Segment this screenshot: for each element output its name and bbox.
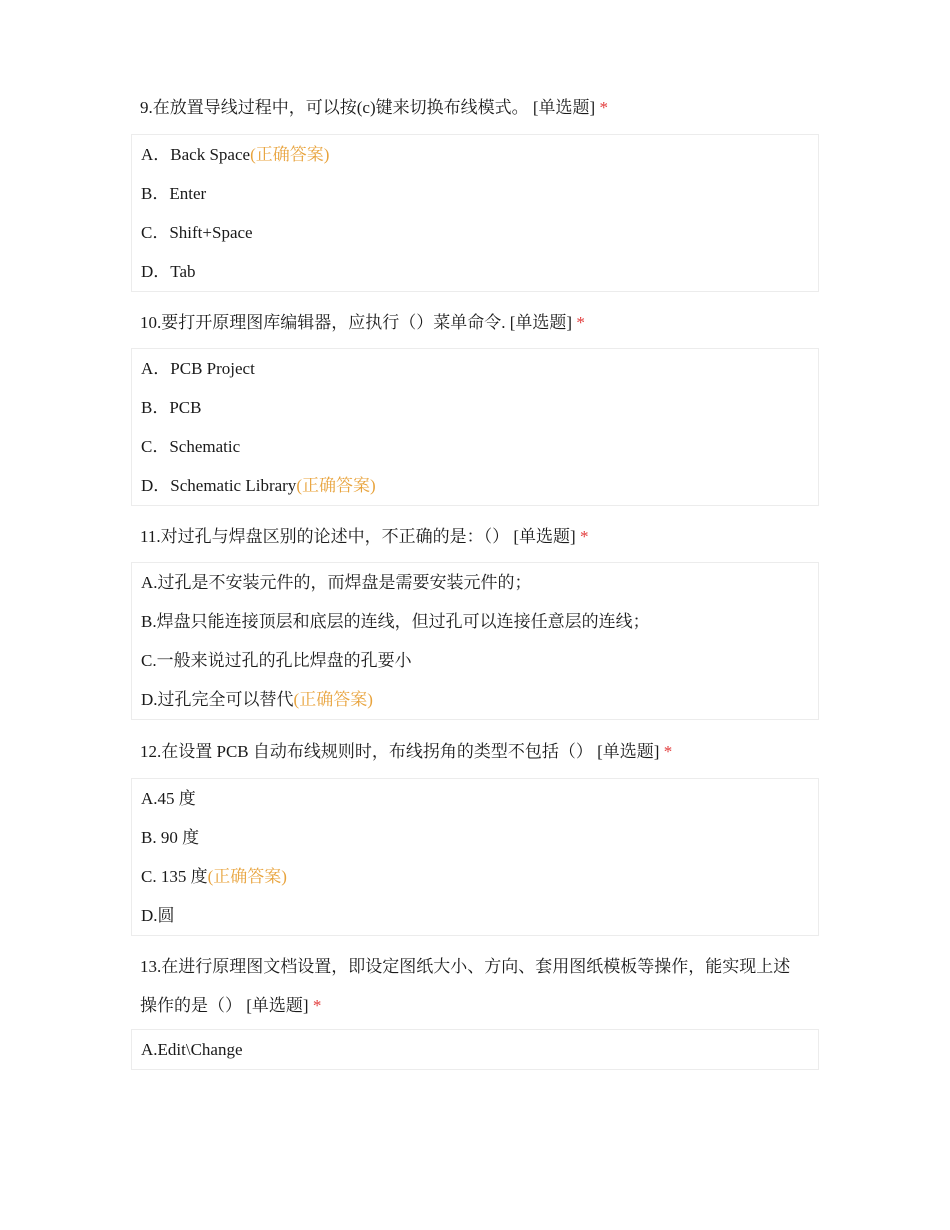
correct-answer-tag: (正确答案) <box>293 690 373 709</box>
option-c[interactable] <box>132 213 818 252</box>
option-label: C. 135 度 <box>141 867 208 886</box>
options-list <box>131 348 819 506</box>
option-label: C．Schematic <box>141 437 241 456</box>
option-label: D．Tab <box>141 262 196 281</box>
option-label: A.过孔是不安装元件的，而焊盘是需要安装元件的； <box>141 573 532 592</box>
option-c[interactable] <box>132 857 818 896</box>
option-a[interactable] <box>132 779 818 818</box>
required-marker: * <box>576 313 585 332</box>
option-label: D.圆 <box>141 906 175 925</box>
question-12 <box>131 732 819 936</box>
option-label: C．Shift+Space <box>141 223 253 242</box>
correct-answer-tag: (正确答案) <box>207 867 287 886</box>
options-list <box>131 134 819 292</box>
option-a[interactable] <box>132 349 818 388</box>
question-9 <box>131 88 819 292</box>
question-text: 11.对过孔与焊盘区别的论述中，不正确的是：（） [单选题] <box>140 527 576 546</box>
question-title <box>131 303 819 342</box>
question-text: 13.在进行原理图文档设置，即设定图纸大小、方向、套用图纸模板等操作，能实现上述操作的是（） [单选题] <box>140 957 791 1015</box>
option-label: A．PCB Project <box>141 359 255 378</box>
option-d[interactable] <box>132 896 818 935</box>
question-title <box>131 88 819 127</box>
question-text: 10.要打开原理图库编辑器，应执行（）菜单命令. [单选题] <box>140 313 573 332</box>
option-d[interactable] <box>132 466 818 505</box>
options-list <box>131 1029 819 1070</box>
option-a[interactable] <box>132 1030 818 1069</box>
option-b[interactable] <box>132 818 818 857</box>
option-label: A．Back Space <box>141 145 251 164</box>
required-marker: * <box>312 996 322 1015</box>
correct-answer-tag: (正确答案) <box>296 476 376 495</box>
option-a[interactable] <box>132 135 818 174</box>
option-b[interactable] <box>132 174 818 213</box>
option-c[interactable] <box>132 641 818 680</box>
option-label: B. 90 度 <box>141 828 200 847</box>
option-label: A.Edit\Change <box>141 1040 243 1059</box>
option-d[interactable] <box>132 680 818 719</box>
question-13 <box>131 947 819 1070</box>
question-10 <box>131 303 819 506</box>
option-d[interactable] <box>132 252 818 291</box>
question-title <box>131 517 819 556</box>
option-label: D.过孔完全可以替代 <box>141 690 294 709</box>
option-label: B．Enter <box>141 184 207 203</box>
question-text: 12.在设置 PCB 自动布线规则时，布线拐角的类型不包括（） [单选题] <box>140 742 660 761</box>
option-label: C.一般来说过孔的孔比焊盘的孔要小 <box>141 651 412 670</box>
option-a[interactable] <box>132 563 818 602</box>
option-b[interactable] <box>132 388 818 427</box>
question-11 <box>131 517 819 720</box>
question-text: 9.在放置导线过程中，可以按(c)键来切换布线模式。 [单选题] <box>140 98 596 117</box>
question-title <box>131 947 819 1025</box>
option-label: D．Schematic Library <box>141 476 297 495</box>
required-marker: * <box>599 98 608 117</box>
options-list <box>131 778 819 936</box>
option-label: B．PCB <box>141 398 202 417</box>
option-c[interactable] <box>132 427 818 466</box>
options-list <box>131 562 819 720</box>
correct-answer-tag: (正确答案) <box>250 145 330 164</box>
option-label: B.焊盘只能连接顶层和底层的连线，但过孔可以连接任意层的连线； <box>141 612 650 631</box>
option-label: A.45 度 <box>141 789 196 808</box>
question-title <box>131 732 819 771</box>
required-marker: * <box>579 527 589 546</box>
required-marker: * <box>663 742 673 761</box>
option-b[interactable] <box>132 602 818 641</box>
